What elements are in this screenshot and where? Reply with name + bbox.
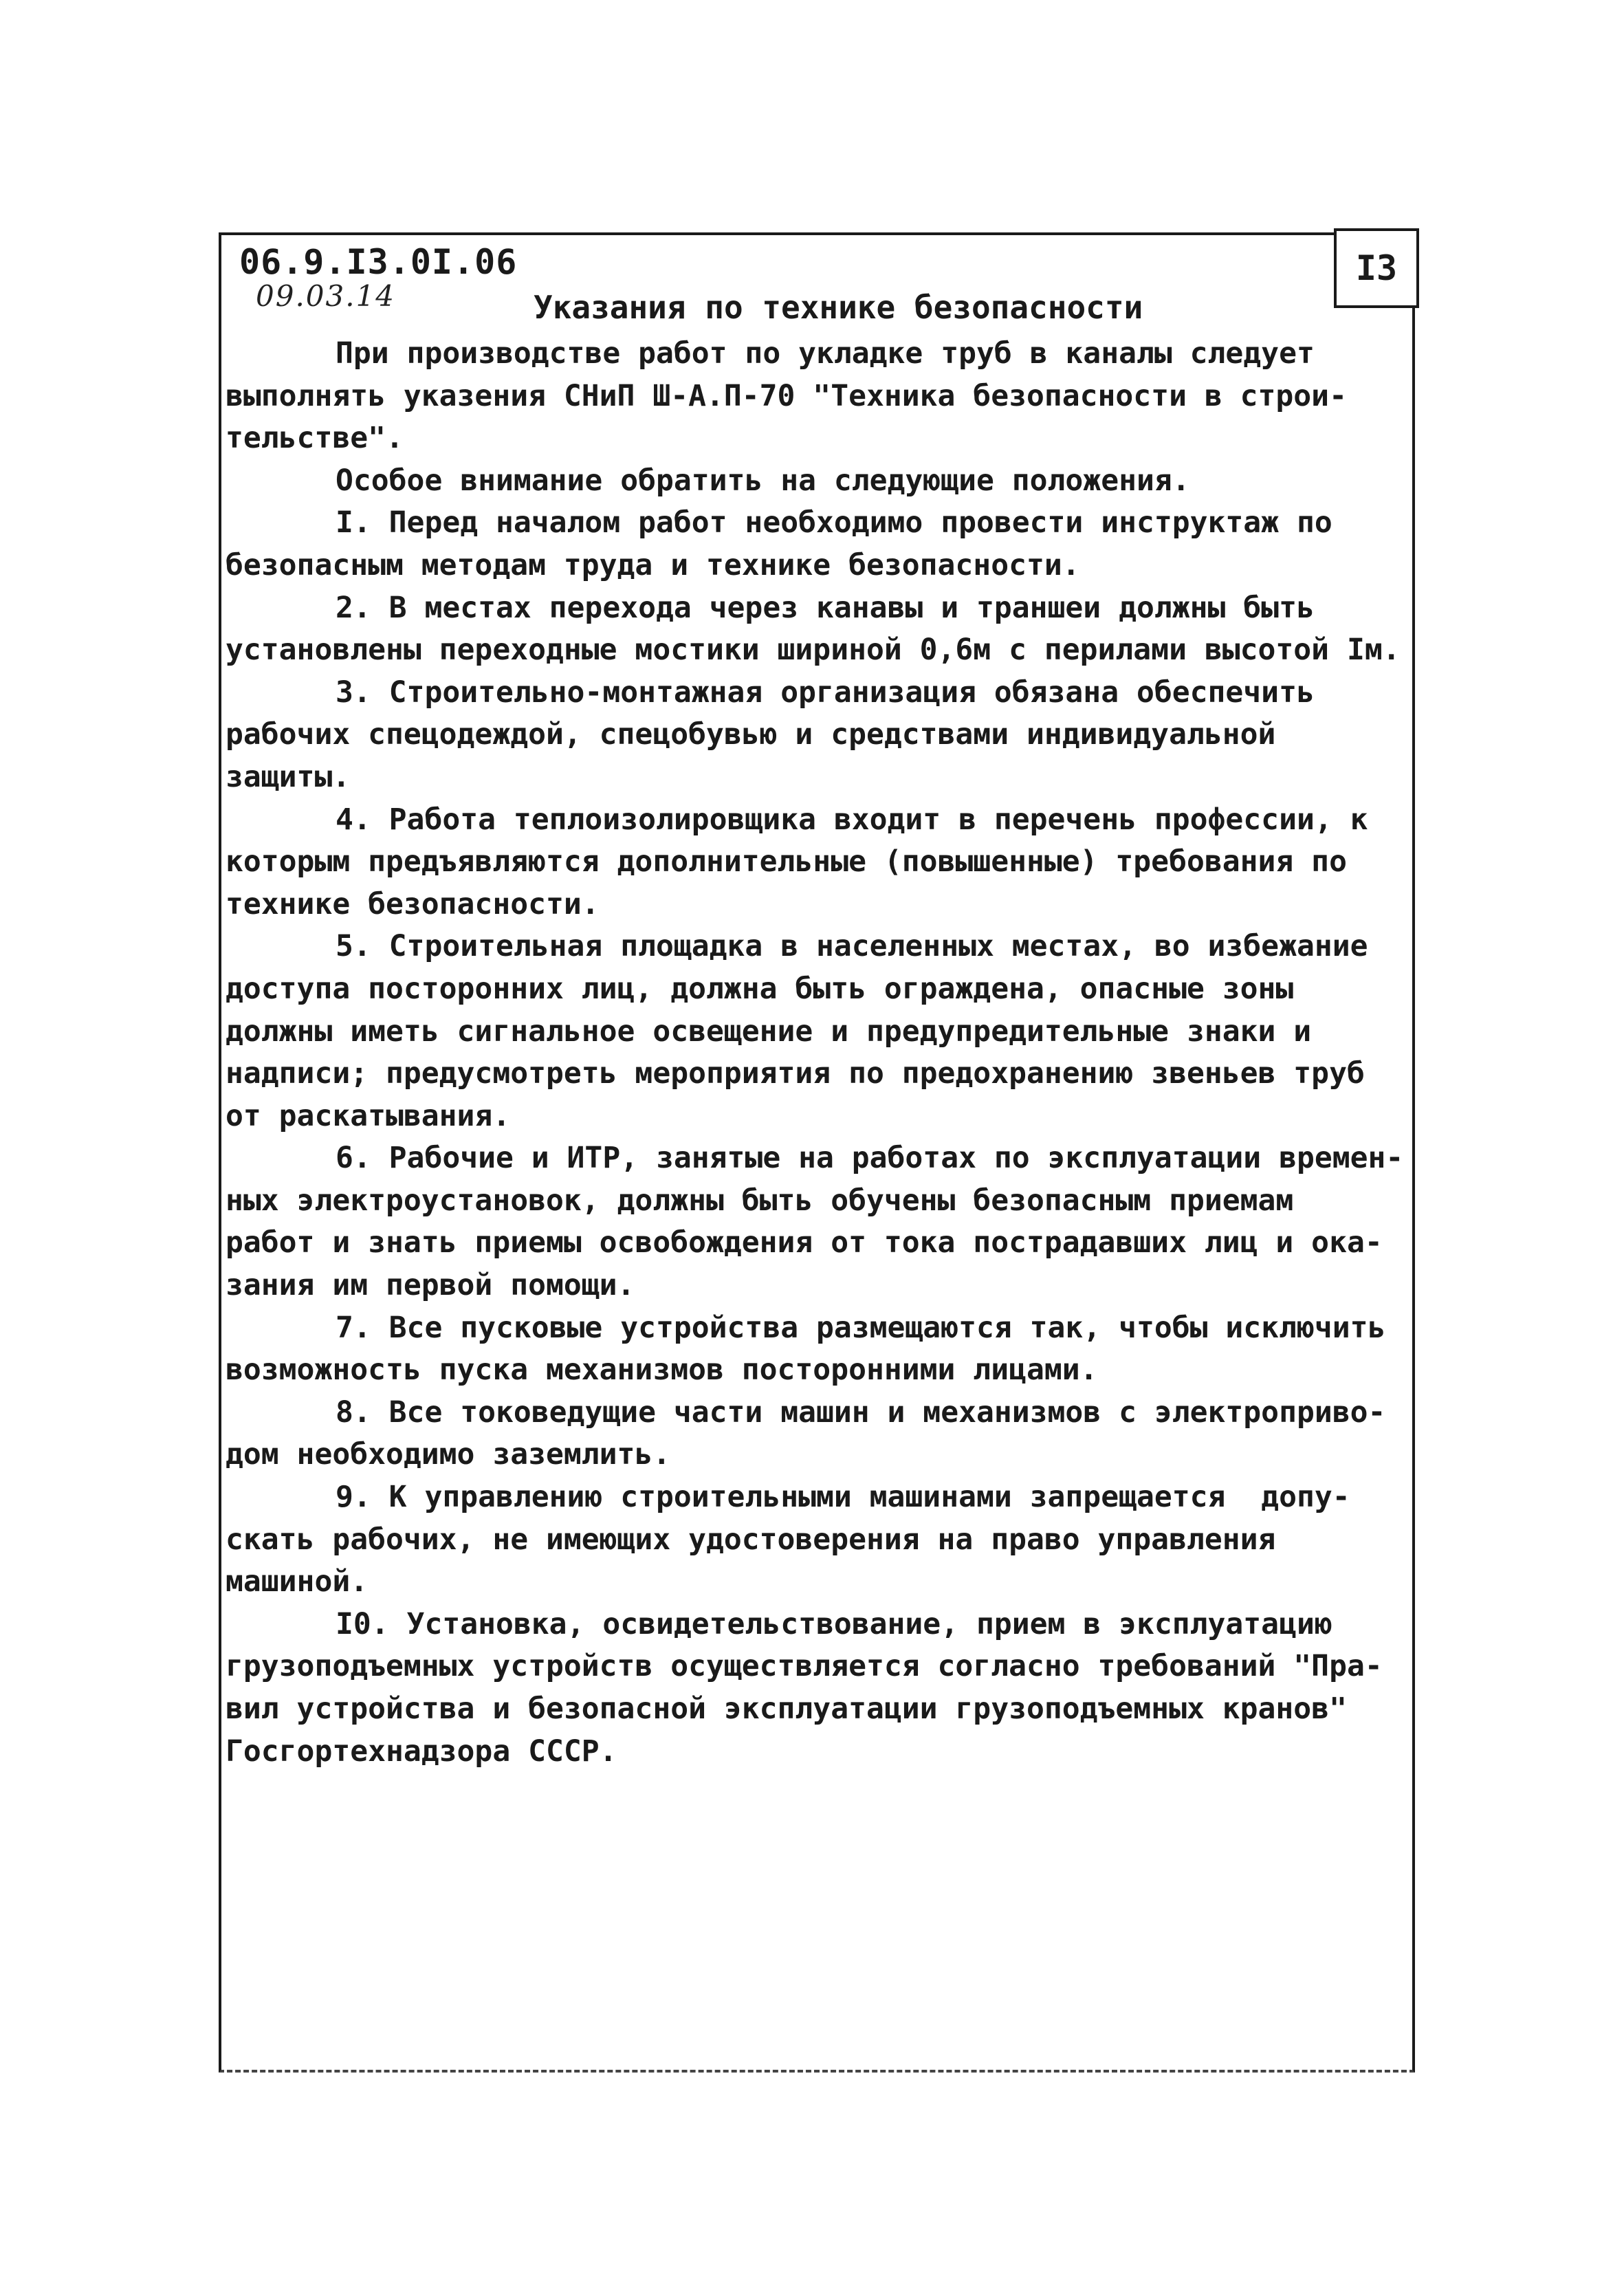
paragraph-line: должны иметь сигнальное освещение и предупредительные знаки и — [226, 1014, 1312, 1049]
paragraph-line: тельстве". — [226, 421, 404, 456]
paragraph-line: 3. Строительно-монтажная организация обязана обеспечить — [336, 675, 1315, 710]
paragraph-line: При производстве работ по укладке труб в каналы следует — [336, 336, 1315, 371]
paragraph-line: зания им первой помощи. — [226, 1268, 635, 1303]
paragraph-line: технике безопасности. — [226, 886, 600, 921]
paragraph-line: ных электроустановок, должны быть обучены безопасным приемам — [226, 1183, 1294, 1218]
paragraph-line: грузоподъемных устройств осуществляется согласно требований "Пра- — [226, 1649, 1383, 1684]
paragraph-line: которым предъявляются дополнительные (повышенные) требования по — [226, 844, 1347, 879]
paragraph-line: 2. В местах перехода через канавы и траншеи должны быть — [336, 590, 1315, 625]
paragraph-line: Особое внимание обратить на следующие положения. — [336, 463, 1190, 498]
paragraph-line: 9. К управлению строительными машинами запрещается допу- — [336, 1480, 1350, 1515]
paragraph-line: возможность пуска механизмов посторонними лицами. — [226, 1353, 1098, 1388]
paragraph-line: рабочих спецодеждой, спецобувью и средствами индивидуальной — [226, 717, 1276, 752]
paragraph-line: I. Перед началом работ необходимо провести инструктаж по — [336, 505, 1332, 540]
page-number: I3 — [1355, 248, 1398, 288]
paragraph-line: машиной. — [226, 1564, 369, 1599]
document-code: 06.9.I3.0I.06 — [239, 242, 518, 282]
paragraph-line: от раскатывания. — [226, 1098, 511, 1133]
paragraph-line: безопасным методам труда и технике безопасности. — [226, 547, 1080, 582]
paragraph-line: 7. Все пусковые устройства размещаются так, чтобы исключить — [336, 1310, 1386, 1345]
paragraph-line: установлены переходные мостики шириной 0,6м с перилами высотой Iм. — [226, 633, 1401, 668]
paragraph-line: вил устройства и безопасной эксплуатации грузоподъемных кранов" — [226, 1692, 1347, 1726]
page-number-box — [1334, 228, 1419, 308]
paragraph-line: I0. Установка, освидетельствование, прием в эксплуатацию — [336, 1606, 1332, 1641]
paragraph-line: 8. Все токоведущие части машин и механизмов с электроприво- — [336, 1395, 1386, 1430]
paragraph-line: выполнять указения СНиП Ш-А.П-70 "Техника безопасности в строи- — [226, 378, 1347, 413]
paragraph-line: защиты. — [226, 759, 351, 794]
body-text — [226, 333, 1409, 1773]
paragraph-line: Госгортехнадзора СССР. — [226, 1734, 617, 1769]
paragraph-line: скать рабочих, не имеющих удостоверения на право управления — [226, 1522, 1276, 1557]
paragraph-line: работ и знать приемы освобождения от тока пострадавших лиц и ока- — [226, 1225, 1383, 1260]
paragraph-line: надписи; предусмотреть мероприятия по предохранению звеньев труб — [226, 1056, 1365, 1091]
paragraph-line: 4. Работа теплоизолировщика входит в перечень профессии, к — [336, 802, 1368, 837]
paragraph-line: 5. Строительная площадка в населенных местах, во избежание — [336, 929, 1368, 964]
paragraph-line: дом необходимо заземлить. — [226, 1437, 671, 1472]
paragraph-line: доступа посторонних лиц, должна быть ограждена, опасные зоны — [226, 971, 1294, 1006]
section-title: Указания по технике безопасности — [534, 289, 1143, 326]
handwritten-date-note: 09.03.14 — [256, 279, 396, 313]
paragraph-line: 6. Рабочие и ИТР, занятые на работах по эксплуатации времен- — [336, 1141, 1404, 1176]
